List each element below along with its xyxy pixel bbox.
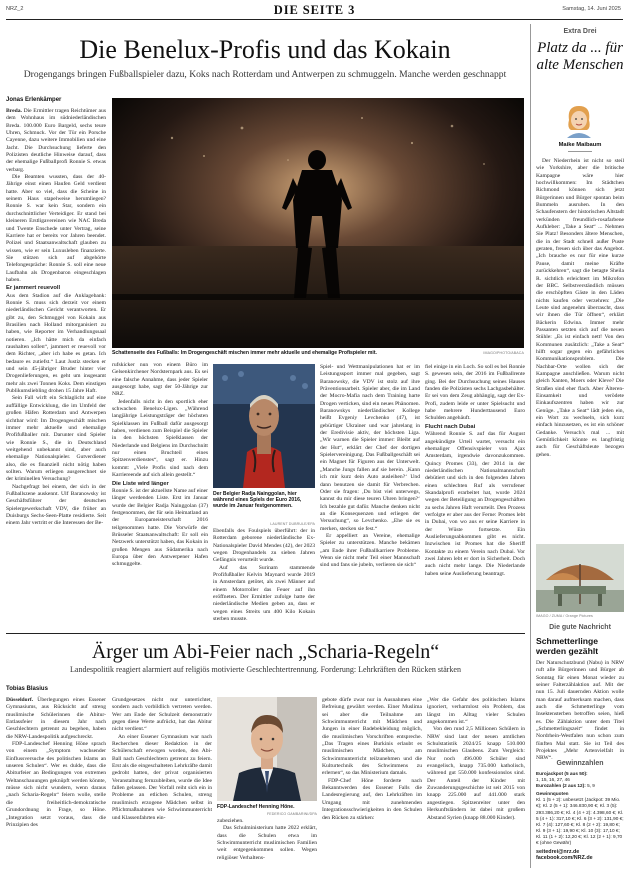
lead-text: Nachgefragt bei einem, der sich in der Fußballszene auskennt. Ulf Baranowsky ist Geschäftsführer der deutschen Spielergewerkschaft VDV, die früher an Duisburgs Sechs-Seen-Platte residierte. Seit einem Jahr vertritt er die Interessen der Be- xyxy=(6,483,106,527)
dateline: Breda. xyxy=(6,108,22,114)
article-text: Das Schulministerium hatte 2022 erklärt, dass die Schulen etwa im Schwimmunterricht muslimischen Familien weit entgegenkommen sollen. Wegen religiöser Verhaltens- xyxy=(217,825,317,861)
second-column-4 xyxy=(322,697,422,869)
sidebar-divider xyxy=(530,24,531,868)
lead-column-3 xyxy=(213,528,315,628)
umbrella-photo xyxy=(536,544,624,612)
lead-photo-credit: IMAGO/PHOTO/ABACA xyxy=(483,351,524,355)
second-column-3 xyxy=(217,818,317,869)
lead-text: Er appelliert an Vereine, ehemalige Spieler zu unterstützen. Manche bekämen „am Ende ihrer Fußballkarriere Probleme. Wenn sie nicht mehr Teil einer Mannschaft sind und fans sie jubeln, verlieren sie sich“ xyxy=(320,532,420,569)
sidebar-author: Maike Maibaum xyxy=(558,142,602,148)
subheading: Er jammert reuevoll xyxy=(6,285,61,292)
article-text: An einer Essener Gymnasium war nach Recherchen dieser Redaktion in der Schülerschaft erwogen worden, den Abi-Ball nach Geschlechtern getrennt zu feiern. Erst als die eingeschalteten Lehrkräfte damit gedroht hatten, der privat organisierten Veranstaltung fernzubleiben, wurde die Idee fallen gelassen. Der Vorfall reiht sich ein in Probleme an etlichen Schulen, streng muslimisch erzogene Mädchen selbst in Pflichtmaßnahmen wie Schwimmunterricht und Klassenfahrten ein- xyxy=(112,733,212,821)
politician-photo-caption xyxy=(217,804,317,810)
lead-text: Jedenfalls nicht in den sportlich eher schwachen Benelux-Ligen. „Während langjährige Leistungsträger der höchsten Spielklassen im Fußball dafür ausgesorgt haben, verdienen zum Beispiel die Spieler in den höchsten Spielklassen der Niederlande und Belgiens im Durchschnitt nur einen Bruchteil eines Spitzenverdienstes“, sagt er. Hinzu kommt: „Viele Profis sind nach dem Karriereende auf sich allein gestellt.“ xyxy=(112,398,208,479)
article-divider xyxy=(6,633,525,634)
lead-text: Sein Fall wirft ein Schlaglicht auf eine auffällige Entwicklung, die im Umfeld der großen Häfen Rotterdam und Antwerpen sichtbar wird: Im Drogengeschäft mischen immer mehr aktuelle und ehemalige Profifußballer mit. Darunter sind Spieler wie Ronnie S., die in Deutschland weitgehend unbekannt sind, aber auch ehemalige Nationalspieler. Gutverdiener also, die es finanziell nicht nötig haben sollten. Warum erliegen ausgerechnet sie der kriminellen Versuchung? xyxy=(6,395,106,483)
lotto-label: Eurozahlen (2 aus 12): xyxy=(536,783,586,789)
masthead-rule xyxy=(6,19,623,20)
sidebar-text: Der Niederrhein ist nicht so steil wie Yorkshire, aber die britische Kampagne wäre hier hochwillkommen: Im Städtchen Richmond können sich jetzt Bürgerinnen und Bürger spontan beim Bummeln ausruhen. In den Schaufenstern der historischen Altstadt verkünden freundlich-rosafarbene Aufkleber: „Take a Seat“ ... Nehmen Sie Platz! Besonders ältere Menschen, die in der Stadt schnell außer Puste geraten, freuen sich über das Angebot. „Ich brauche es nur für eine kurze Pause, damit meine Kräfte zurückkehren“, sagt die betagte Sheila R. sichtlich erleichtert im Mikrofon der BBC. Selbstverständlich müssen die erschöpften Gäste in den Läden nichts kaufen oder verzehren: „Die Leute sind angenehm überrascht, dass wir ihnen die Tür öffnen“, erklärt Bäckerin Edwina. Immer mehr Passanten setzten sich auf die neuen Stühle: „Es ist einfach nett! Von den Kommunen zusätzlich: „Take a Seat“ hilft sogar gegen ein gefährliches Kommunikationsproblem. Die Nachbar-Orte wollen sich der Kampagne anschließen. Warum nicht gleich Xanten, Moers oder Kleve? Die Straßen sind eher flach. Aber Älteren-Einsamkeit und verödete Einkaufszentren haben wir zur Genüge. „Take a Seat“ lädt jeden ein, ein Wort zu wechseln, sich kurz einfach hinzusetzen, es ist ein schöner Gedanke. Versuch's mal ... mit Gemütlichkeit könnte es langfristig auch für Geschäftsleute bezogen gehen. xyxy=(536,158,624,458)
lotto-numbers xyxy=(536,771,624,861)
second-headline: Ärger um Abi-Feier nach „Scharia-Regeln“ xyxy=(91,641,440,663)
caption-text: Schattenseite des Fußballs: Im Drogengeschäft mischen immer mehr aktuelle und ehemalige Profispieler mit. xyxy=(112,350,377,356)
sidebar-body xyxy=(536,158,624,538)
lead-column-5 xyxy=(425,364,525,628)
lead-text: Aus dem Stadion auf die Anklagebank: Ronnie S. muss sich derzeit vor einem niederländischen Gericht verantworten. Er gibt zu, den Schmuggel von Kokain aus Brasilien nach Holland mitorganisiert zu haben, wie Reporter im Verhandlungssaal notieren. „Ich hätte mich da einfach raushalten sollen“, jammert er reuevoll vor dem Richter, „aber ich habe es getan. Ich bedaure es zutiefst.“ Laut Justiz stecken er und sein 45-jähriger Bruder hinter vier Drogenlieferungen, es geht um insgesamt mehr als zwei Tonnen Koks. Dem einstigen Publikumsliebling drohen 15 Jahre Haft. xyxy=(6,292,106,395)
lead-text: Die Ermittler tragen Reichtümer aus dem Wohnhaus im südniederländischen Breda. 100.000 Euro Bargeld, sechs teure Uhren, Schmuck. Vor der Tür ein Porsche Cayenne, dazu weitere Immobilien und eine Jacht. Die Durchsuchung lieferte den Polizisten deutliche Hinweise darauf, dass der ehemalige Fußballprofi Ronnie S. etwas verbarg. xyxy=(6,108,106,173)
lead-text: rufskicker nun von einem Büro im Gelsenkirchener Nordsternpark aus. Es sei eine falsche Annahme, dass jeder Spieler ausgesorgt habe, sagt der 50-Jährige zur NRZ. xyxy=(112,362,208,398)
lead-column-1 xyxy=(6,108,106,670)
lotto-quotes: Kl. 1 (5 + 2): unbesetzt (Jackpot: 39 Mio. €); Kl. 2 (5 + 1): 346.830,90 €; Kl. 3 (5): 293.386,20 €; Kl. 4 (4 + 2): 4.398,60 €; Kl. 5 (4 + 1): 317,10 €; Kl. 6 (3 + 2): 131,90 €; Kl. 7 (4): 127,60 €; Kl. 8 (2 + 2): 19,80 €; Kl. 9 (3 + 1): 19,90 €; Kl. 10 (3): 17,10 €; Kl. 11 (1 + 2): 12,20 €; Kl. 12 (2 + 1): 9,70 € (ohne Gewähr) xyxy=(536,797,624,846)
second-column-5 xyxy=(427,697,525,869)
goodnews-kicker: Die gute Nachricht xyxy=(549,624,611,631)
lead-subhead: Drogengangs bringen Fußballspieler dazu, Koks nach Rotterdam und Antwerpen zu schmuggeln. Manche werden geschnappt xyxy=(23,69,507,80)
article-text: FDP-Landeschef Henning Höne sprach von einem „Symptom wachsender Einflussversuche des politischen Islams an unseren Schulen“. Wer es dulde, dass die Abiturfeier an Bedingungen von extremen Weltanschauungen geknüpft werden könnte, müsse sich nicht wundern, wenn daraus „nach Scharia-Regeln“ feiern wolle, stelle die freiheitlich-demokratische Grundordnung in Frage, so Höne. „Integration setzt voraus, dass die Prinzipien des xyxy=(6,741,106,828)
author-avatar xyxy=(561,102,597,138)
umbrella-stand-image xyxy=(536,544,624,612)
article-text: Von den rund 2,5 Millionen Schülern in NRW sind laut der neuen amtlichen Schulstatistik 2024/25 knapp 510.000 muslimischen Glaubens. Zum Vergleich: Nur noch 496.000 Schüler sind evangelisch, knapp 735.000 katholisch, während gut 550.000 konfessionslos sind. Der Anteil der Kinder mit Zuwanderungsgeschichte ist seit 2015 von knapp 225.000 auf 441.000 stark angestiegen. Spitzenreiter unter den Herkunftsländern ist dabei mit großem Abstand Syrien (knapp 88.000 Kinder). xyxy=(427,726,525,821)
player-photo-credit: LAURENT DUBRULE/EPA xyxy=(270,522,315,526)
lead-text: Auf das Surinam stammende Profifußballer Kelvin Maynard wurde 2019 in Amsterdam getötet, als zwei Männer auf einem Motorroller das Feuer auf ihn eröffneten. Der Ermittler zufolge hatte der niederländische Medien geben an, dass er wegen eines Streits um 400 Kilo Kokain sterben musste. xyxy=(213,564,315,623)
goodnews-text: Der Naturschutzbund (Nabu) in NRW ruft alle Bürgerinnen und Bürger ab Sonntag für einen Monat wieder zu seiner Falterzählaktion auf. Mit der nun 15. Juli dauernden Aktion wolle man darauf aufmerksam machen, dass auch die Schmetterlinge vom Insektensterben betroffen seien, hieß es. Die Zählaktion unter dem Titel „Schmetterlingszeit“ findet in Nordrhein-Westfalen nun schon zum fünften Mal statt. Sie ist Teil des Projektes „Mehr Artenvielfalt in NRW“. xyxy=(536,660,624,762)
author-caricature-icon xyxy=(561,102,597,138)
sidebar-headline: Platz da ... für alte Menschen xyxy=(536,40,624,73)
lotto-kicker: Gewinnzahlen xyxy=(556,760,604,767)
lead-text: Die Beamten wussten, dass der 40-Jährige einst einen Haufen Geld verdient hatte. Aber so viel, dass die Scheine in seinem Haus stapelweise herumliegen? Ronnie S. war kein Star, sondern ein durchschnittlicher Verteidiger. Er stand bei kleineren Erstligavereinen wie NAC Breda und Twente Enschede unter Vertrag, seine Karriere hat er bereits vor Jahren beendet. Polizei und Staatsanwaltschaft glauben zu wissen, wie er sein Luxusleben finanzierte. Sie stützen sich auf abgehörte Telefongespräche: Ronnie S. soll eine neue Laufbahn als Drogenbaron eingeschlagen haben. xyxy=(6,174,106,283)
lotto-box xyxy=(536,760,624,868)
article-text: Grundgesetzes nicht nur unterrichtet, sondern auch vorbildlich vertreten werden. Wer am Ende der Schulzeit demonstrativ gegen diese Werte aufrückt, hat das Abitur nicht verdient.“ xyxy=(112,697,212,733)
stadium-player-silhouette-image xyxy=(112,98,524,348)
article-text: Überlegungen eines Essener Gymnasiums, aus Rücksicht auf streng muslimische Schülerinnen die Abitur-Entlassfeier in diesem Jahr nach Geschlechtern getrennt zu begehen, haben die NRW-Landespolitik aufgeschreckt. xyxy=(6,697,106,740)
page-code: NRZ_2 xyxy=(6,6,24,12)
caption-text: Der Belgier Radja Nainggolan, hier während eines Spiels der Euro 2016, wurde im Januar festgenommen. xyxy=(213,491,302,510)
dateline: Düsseldorf. xyxy=(6,697,34,703)
politician-photo-credit: FEDERICO GAMBARINI/DPA xyxy=(266,812,317,816)
politician-photo xyxy=(217,697,317,801)
lotto-label: Gewinnquoten xyxy=(536,791,569,797)
footballer-portrait-image xyxy=(213,364,315,488)
lotto-label: Eurojackpot (5 aus 50): xyxy=(536,771,588,776)
article-text: „Wer die Gefahr des politischen Islams ignoriert, verharmlost ein Problem, das längst im Alltag vieler Schulen angekommen ist.“ xyxy=(427,697,525,726)
umbrella-photo-credit: IMAGO / ZUMA / Orange Pictures xyxy=(536,614,593,618)
lotto-eurojackpot-numbers: 1, 15, 16, 27, 46 xyxy=(536,777,570,783)
second-author: Tobias Blasius xyxy=(6,686,48,692)
lead-headline: Die Benelux-Profis und das Kokain xyxy=(79,35,451,64)
lead-photo xyxy=(112,98,524,348)
lead-text: Während Ronnie S. auf das für August angekündigte Urteil wartet, versucht ein ehemaliger Offensivspieler von Ajax Amsterdam, irgendwie davonzukommen. Quincy Promes (33), der 2014 in der niederländischen Nationalmannschaft debütiert und sich in den folgenden Jahren einen schlechten Ruf als verrufener Skandalprofi erarbeitet hat, wurde 2024 wegen der Beteiligung an Drogengeschäften zu sechs Jahren Haft verurteilt. Den Prozess verfolgte er aber aus der Ferne: Promes lebt in Dubai, von wo aus er seine Karriere in der Wüste fortsetzte. Ein Auslieferungsabkommen gibt es nicht. Inzwischen ist Promes hat die Sheriff Kontakte zu einem Verein nach Dubai. Vor zwei Jahren lebt er dort in Sicherheit. Doch auch nicht mehr lange. Die Niederlande haben seine Auslieferung beantragt. xyxy=(425,431,525,577)
article-text: gebote dürfe zwar nur in Ausnahmen eine Befreiung gewährt werden. Einer Muslima sei aber die Teilnahme am Schwimmunterricht mit Mädchen und Jungen in einer Badebekleidung möglich, die muslimischen Vorschriften entspreche. „Das Tragen eines Burkinis erlaubt es muslimischen Mädchen, am Schwimmunterricht teilzunehmen und die Kulturtechnik des Schwimmens zu erlernen“, so das Ministerium damals. xyxy=(322,697,422,777)
lead-text: Spiel- und Wettmanipulationen hat er im Leistungssport immer mal gegeben, sagt Baranowsky, die VDV ist stolz auf ihre Präventionsarbeit. Spieler aber, die im Land der Mocro-Mafia nach dem Training harte Drogen verticken, sind ein neues Phänomen. Baranowskys niederländischer Kollege heißt Evgeniy Levchenko (47), ist gebürtiger Ukrainer und war jahrelang in der Eredivisie aktiv, der höchsten Liga. „Wir warnen die Spieler immer: Bleibt auf der Hut“, erklärt der Chef der dortigen Spielervereinigung. Das Fußballgeschäft sei ein Magnet für Figuren aus der Unterwelt. „Manche Jungs fallen auf sie herein. ‚Kann ich mir kurz dein Auto ausleihen?‘ Und dann benutzen sie damit für Verbrechen. Oder sie fragen: ‚Du bist viel unterwegs, kannst du mir diese teuren Uhren bringen?‘ Ich bezahle gut dafür. Manche denken nicht an die Konsequenzen und erliegen der Versuchung“, so Levchenko. „Ehe sie es merken, stecken sie fest.“ xyxy=(320,364,420,532)
article-text: FDP-Chef Höne forderte nach Bekanntwerden des Essener Falls die Landesregierung auf, den Lehrkräften im Umgang mit zunehmenden Integrationsschwierigkeiten in den Schulen den Rücken zu stärken: xyxy=(322,777,422,821)
goodnews-body xyxy=(536,660,624,762)
section-title: DIE SEITE 3 xyxy=(273,3,356,17)
lead-photo-caption xyxy=(112,350,442,356)
lead-column-2 xyxy=(112,362,208,628)
contact-email-link[interactable]: seitedrei@nrz.de xyxy=(536,849,580,856)
player-photo xyxy=(213,364,315,488)
player-photo-caption xyxy=(213,491,315,510)
politician-portrait-image xyxy=(217,697,317,801)
second-column-2 xyxy=(112,697,212,869)
sidebar-kicker: Extra Drei xyxy=(563,28,597,35)
lead-text: Ebenfalls des Foulspiels überführt: der in Rotterdam geborene niederländische Ex-Nationalspieler David Mendes (42), der 2023 wegen Drogenhandels zu sieben Jahren Gefängnis verurteilt wurde. xyxy=(213,528,315,564)
lead-text: Ronnie S. ist der aktuellste Name auf einer länger werdenden Liste. Erst im Januar wurde der Belgier Radja Nainggolan (37) festgenommen, der für sein Heimatland an der Europameisterschaft 2016 teilgenommen hatte. Die Vorwürfe der Brüsseler Staatsanwaltschaft: Er soll ein Netzwerk unterstützt haben, das Kokain in großen Mengen aus Südamerika nach Europa über den Antwerpener Hafen schmuggelte. xyxy=(112,487,208,568)
subheading: Flucht nach Dubai xyxy=(425,423,476,430)
article-text: zubeziehen. xyxy=(217,818,244,824)
lead-column-4 xyxy=(320,364,420,628)
second-column-1 xyxy=(6,697,106,869)
lead-text: fiel einige in ein Loch. So soll es bei Ronnie S. gewesen sein, der 2016 im Fußballrente ging. Bei der Durchsuchung seines Hauses fanden die Polizisten sechs Lachgasbehälter. Er sei von dem Zeug abhängig, sagt der Ex-Profi, zudem leide er unter Spielsucht und habe mehrere Hunderttausend Euro Schulden angehäuft. xyxy=(425,364,525,422)
facebook-link[interactable]: facebook.com/NRZ.de xyxy=(536,855,593,862)
lotto-eurozahlen: 5, 9 xyxy=(587,783,595,789)
issue-date: Samstag, 14. Juni 2025 xyxy=(562,6,621,12)
second-subhead: Landespolitik reagiert alarmiert auf religiös motivierte Geschlechtertrennung. Forderung: Lehrkräften den Rücken stärken xyxy=(70,665,461,674)
sidebar-divider-short xyxy=(568,151,592,152)
goodnews-headline: Schmetterlinge werden gezählt xyxy=(536,636,599,656)
subheading: Die Liste wird länger xyxy=(112,480,169,487)
lead-author: Jonas Erlenkämper xyxy=(6,97,62,103)
caption-text: FDP-Landeschef Henning Höne. xyxy=(217,804,295,810)
